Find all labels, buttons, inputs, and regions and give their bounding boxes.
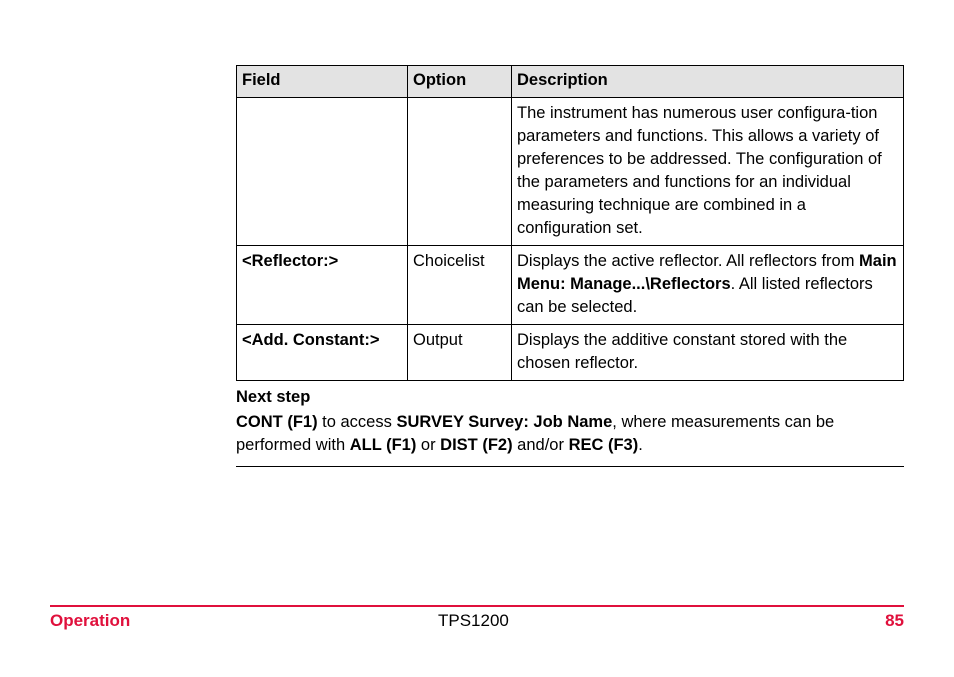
footer-divider	[50, 605, 904, 607]
row-option: Output	[408, 325, 512, 381]
row-option	[408, 98, 512, 246]
desc-text: Displays the active reflector. All reflectors from	[517, 252, 860, 270]
parameter-table	[236, 65, 904, 381]
table-header-row	[237, 66, 904, 98]
row-field: <Reflector:>	[237, 246, 408, 325]
header-description: Description	[512, 66, 904, 98]
table-row	[237, 98, 904, 246]
page-number: 85	[885, 611, 904, 630]
key-dist: DIST (F2)	[440, 436, 513, 454]
next-step-section	[236, 386, 904, 457]
row-description: Displays the additive constant stored with the chosen reflector.	[512, 325, 904, 381]
desc-text: . All listed reflectors can be selected.	[517, 275, 873, 316]
row-field	[237, 98, 408, 246]
next-step-heading: Next step	[236, 388, 311, 406]
text-span: or	[416, 436, 441, 454]
next-step-text	[236, 411, 904, 457]
key-all: ALL (F1)	[349, 436, 417, 454]
footer-section: Operation	[50, 611, 131, 630]
footer-product: TPS1200	[438, 611, 509, 630]
row-field: <Add. Constant:>	[237, 325, 408, 381]
row-description: The instrument has numerous user configura-tion parameters and functions. This allows a variety of preferences to be addressed. The configuration of the parameters and functions for an individual measuring technique are combined in a configuration set.	[512, 98, 904, 246]
text-span: .	[638, 436, 643, 454]
text-span: and/or	[512, 436, 569, 454]
row-option: Choicelist	[408, 246, 512, 325]
text-span: , where measurements can be performed with	[236, 413, 835, 454]
screen-name: SURVEY Survey: Job Name	[396, 413, 613, 431]
text-span: to access	[317, 413, 397, 431]
menu-path: Main Menu: Manage...\Reflectors	[517, 252, 897, 293]
table-row	[237, 246, 904, 325]
header-option: Option	[408, 66, 512, 98]
key-rec: REC (F3)	[568, 436, 639, 454]
section-divider	[236, 466, 904, 467]
table-row	[237, 325, 904, 381]
row-description	[512, 246, 904, 325]
key-cont: CONT (F1)	[236, 413, 318, 431]
header-field: Field	[237, 66, 408, 98]
